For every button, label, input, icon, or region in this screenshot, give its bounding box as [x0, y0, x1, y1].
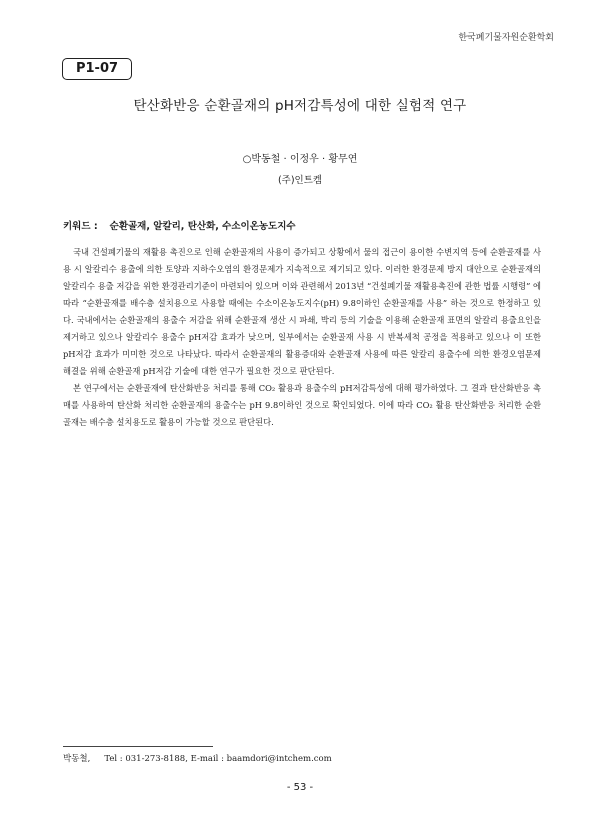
author-list: ○박동철 · 이정우 · 황무연	[242, 154, 358, 165]
keywords-line	[63, 218, 296, 232]
body-paragraph: 국내 건설폐기물의 재활용 촉진으로 인해 순환골재의 사용이 증가되고 상황에서 물의 접근이 용이한 수변지역 등에 순환골재를 사용 시 알칼리수 용출에 의한 토양과 지하수오염의 환경문제가 지속적으로 제기되고 있다. 이러한 환경문제 방지 대안으로 순환골재의 알칼리수 용출 저감을 위한 환경관리기준이 마련되어 있으며 이와 관련해서 2013년 “건설폐기물 재활용촉진에 관한 법률 시행령” 에 따라 “순환골재를 배수층 설치용으로 사용할 때에는 수소이온농도지수(pH) 9.8이하인 순환골재를 사용” 하는 것으로 한정하고 있다. 국내에서는 순환골재의 용출수 저감을 위해 순환골재 생산 시 파쇄, 박리 등의 기술을 이용해 순환골재 표면의 알칼리 용출요인을 제거하고 있으나 알칼리수 용출수 pH저감 효과가 낮으며, 일부에서는 순환골재 사용 시 반복세척 공정을 적용하고 있으나 이 또한 pH저감 효과가 미미한 것으로 나타났다. 따라서 순환골재의 활용증대와 순환골재 사용에 따른 알칼리 용출수에 의한 환경오염문제 해결을 위해 순환골재 pH저감 기술에 대한 연구가 필요한 것으로 판단된다.	[63, 247, 541, 376]
footnote-author: 박동철,	[63, 754, 91, 764]
keywords-value: 순환골재, 알칼리, 탄산화, 수소이온농도지수	[109, 221, 296, 232]
corresponding-author-footnote	[63, 752, 332, 764]
keywords-label: 키워드 :	[63, 221, 98, 232]
body-paragraph: 본 연구에서는 순환골재에 탄산화반응 처리를 통해 CO₂ 활용과 용출수의 pH저감특성에 대해 평가하였다. 그 결과 탄산화반응 촉매를 사용하여 탄산화 처리한 순환골재의 용출수는 pH 9.8이하인 것으로 확인되었다. 이에 따라 CO₂ 활용 탄산화반응 처리한 순환골재는 배수층 설치용도로 활용이 가능할 것으로 판단된다.	[63, 383, 541, 427]
paper-title: 탄산화반응 순환골재의 pH저감특성에 대한 실험적 연구	[133, 98, 467, 114]
footnote-contact: Tel : 031-273-8188, E-mail : baamdori@intchem.com	[104, 754, 332, 764]
page-number: - 53 -	[286, 782, 314, 793]
society-name: 한국폐기물자원순환학회	[458, 33, 554, 43]
affiliation: (주)인트켐	[277, 175, 323, 186]
footnote-divider	[63, 746, 213, 747]
abstract-body	[63, 244, 541, 431]
paper-code-badge: P1-07	[62, 58, 132, 80]
